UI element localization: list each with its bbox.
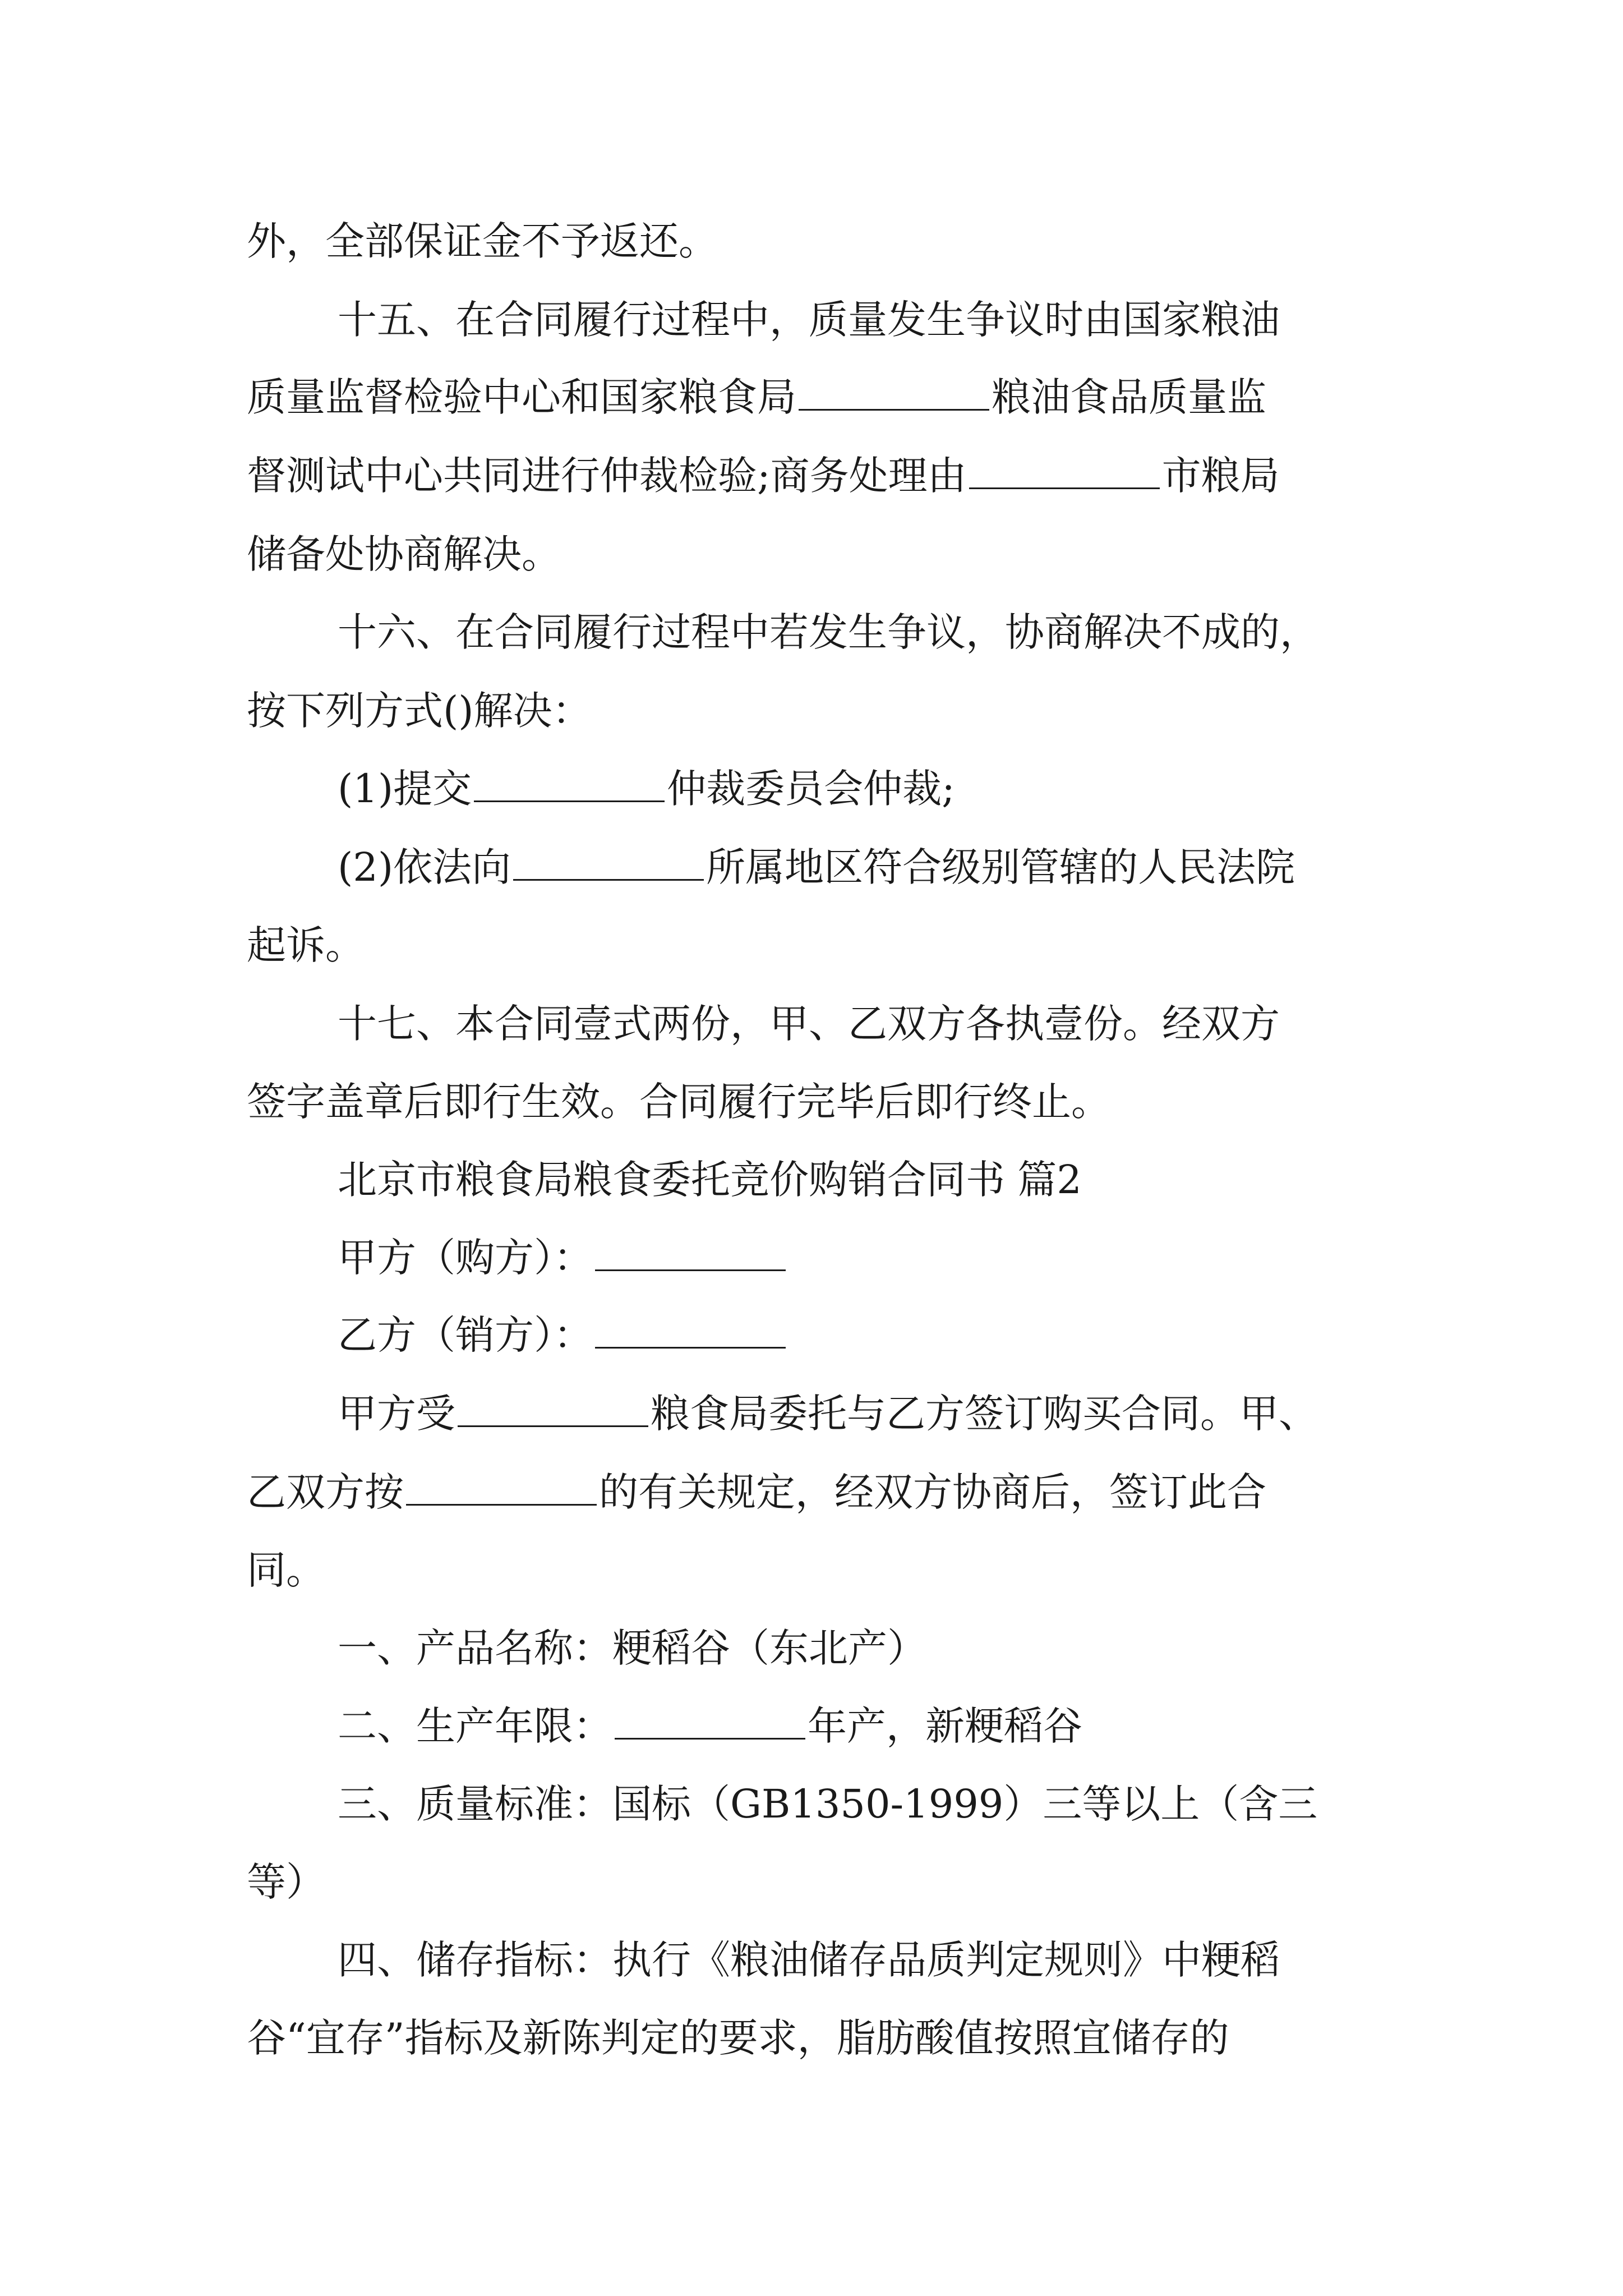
paragraph-line xyxy=(247,453,1280,499)
line-text: 乙方（销方）： xyxy=(338,1312,593,1358)
paragraph-line xyxy=(247,374,1266,420)
line-text: 仲裁委员会仲裁; xyxy=(667,766,955,812)
paragraph-line xyxy=(338,1235,788,1281)
paragraph-line xyxy=(338,1391,1318,1437)
line-text: 市粮局 xyxy=(1161,453,1280,499)
line-text: 所属地区符合级别管辖的人民法院 xyxy=(706,844,1295,890)
paragraph-line: 起诉。 xyxy=(247,922,365,968)
line-text: (2)依法向 xyxy=(338,844,511,890)
line-text: 甲方受 xyxy=(338,1391,455,1437)
fill-in-blank xyxy=(458,1421,648,1427)
fill-in-blank xyxy=(799,404,989,411)
fill-in-blank xyxy=(595,1342,786,1349)
paragraph-line: 签字盖章后即行生效。合同履行完毕后即行终止。 xyxy=(247,1079,1110,1125)
line-text: 督测试中心共同进行仲裁检验;商务处理由 xyxy=(247,453,967,499)
paragraph-line: 十六、在合同履行过程中若发生争议，协商解决不成的， xyxy=(338,609,1319,655)
line-text: 粮油食品质量监 xyxy=(992,374,1266,420)
line-text: 质量监督检验中心和国家粮食局 xyxy=(247,374,796,420)
line-text: 年产，新粳稻谷 xyxy=(808,1703,1082,1749)
fill-in-blank xyxy=(969,483,1160,489)
line-text: 甲方（购方）： xyxy=(338,1235,593,1281)
fill-in-blank xyxy=(615,1733,805,1740)
fill-in-blank xyxy=(474,796,665,802)
fill-in-blank xyxy=(595,1265,786,1271)
paragraph-line xyxy=(338,1703,1082,1749)
paragraph-line: 一、产品名称：粳稻谷（东北产） xyxy=(338,1625,926,1671)
paragraph-line: 外，全部保证金不予返还。 xyxy=(247,218,718,264)
paragraph-line: 按下列方式()解决： xyxy=(247,688,592,734)
paragraph-line: 三、质量标准：国标（GB1350-1999）三等以上（含三 xyxy=(338,1781,1318,1827)
paragraph-line: 储备处协商解决。 xyxy=(247,531,561,577)
line-text: 粮食局委托与乙方签订购买合同。甲、 xyxy=(651,1391,1318,1437)
paragraph-line xyxy=(338,1312,788,1358)
fill-in-blank xyxy=(406,1499,597,1506)
paragraph-line: 十五、在合同履行过程中，质量发生争议时由国家粮油 xyxy=(338,297,1280,343)
paragraph-line: 四、储存指标：执行《粮油储存品质判定规则》中粳稻 xyxy=(338,1937,1280,1983)
line-text: 乙双方按 xyxy=(247,1469,404,1515)
fill-in-blank xyxy=(513,875,704,881)
paragraph-line xyxy=(338,844,1295,890)
paragraph-line: 同。 xyxy=(247,1547,325,1593)
line-text: 二、生产年限： xyxy=(338,1703,612,1749)
line-text: 的有关规定，经双方协商后，签订此合 xyxy=(599,1469,1266,1515)
paragraph-line xyxy=(247,1469,1266,1515)
line-text: (1)提交 xyxy=(338,766,472,812)
paragraph-line: 等） xyxy=(247,1859,325,1905)
paragraph-line: 谷“宜存”指标及新陈判定的要求，脂肪酸值按照宜储存的 xyxy=(247,2015,1229,2061)
paragraph-line: 十七、本合同壹式两份，甲、乙双方各执壹份。经双方 xyxy=(338,1001,1280,1047)
paragraph-line xyxy=(338,766,955,812)
section-title: 北京市粮食局粮食委托竞价购销合同书 篇2 xyxy=(338,1157,1082,1203)
